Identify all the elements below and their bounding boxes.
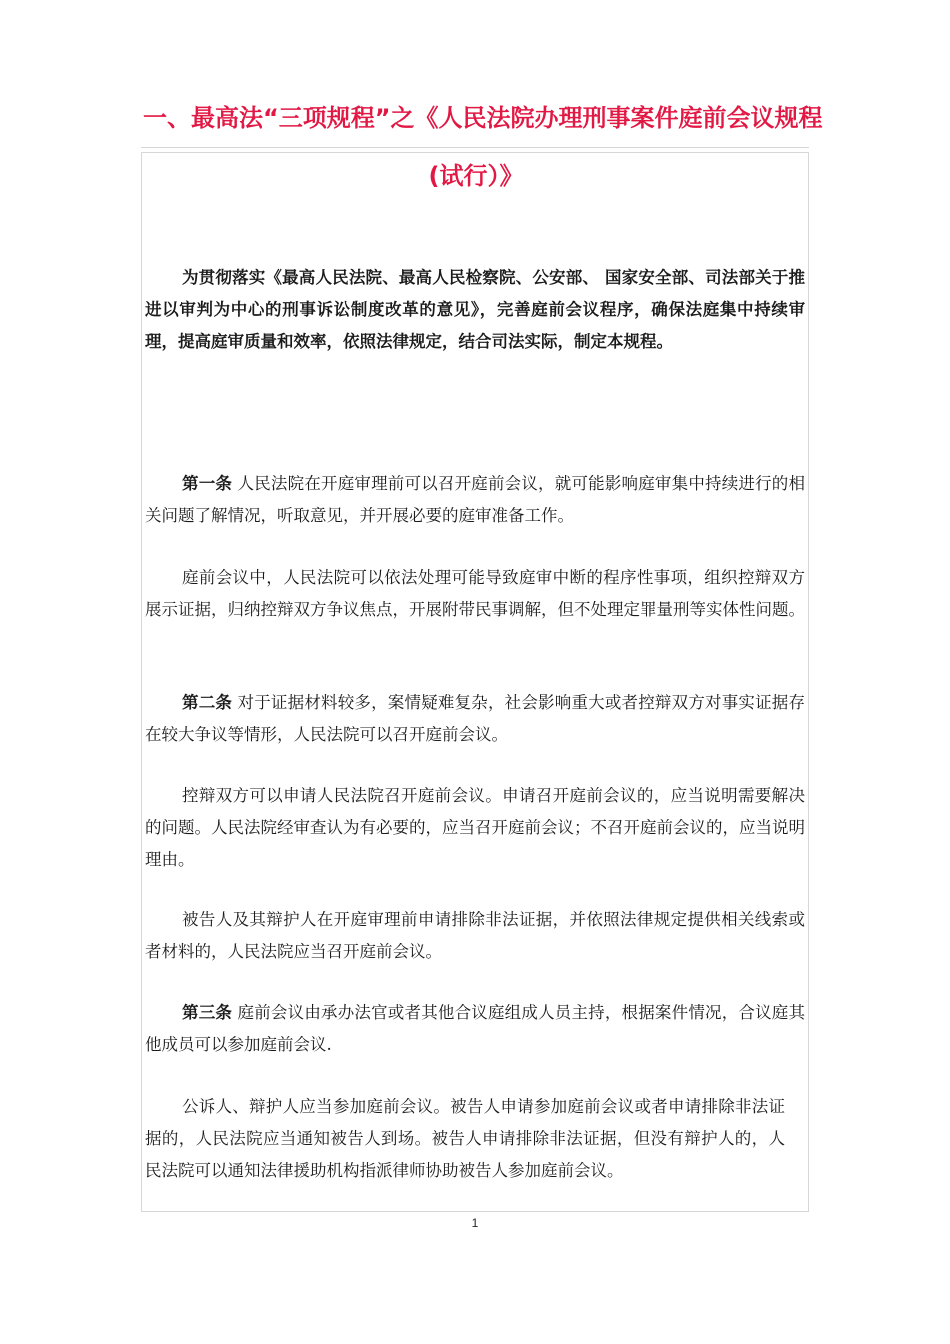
article-text: 控辩双方可以申请人民法院召开庭前会议。申请召开庭前会议的，应当说明需要解决的问题。人民法院经审查认为有必要的，应当召开庭前会议；不召开庭前会议的，应当说明理由。 xyxy=(145,786,805,869)
article-text: 被告人及其辩护人在开庭审理前申请排除非法证据，并依照法律规定提供相关线索或者材料的，人民法院应当召开庭前会议。 xyxy=(145,910,805,961)
article-label: 第二条 xyxy=(182,693,233,712)
page-number: 1 xyxy=(471,1216,479,1230)
article-2-paragraph-2 xyxy=(145,780,805,876)
article-2-paragraph-3 xyxy=(145,904,805,968)
article-text: 人民法院在开庭审理前可以召开庭前会议，就可能影响庭审集中持续进行的相关问题了解情况，听取意见，并开展必要的庭审准备工作。 xyxy=(145,474,806,525)
article-text: 庭前会议中，人民法院可以依法处理可能导致庭审中断的程序性事项，组织控辩双方展示证据，归纳控辩双方争议焦点，开展附带民事调解，但不处理定罪量刑等实体性问题。 xyxy=(145,568,805,619)
article-text: 公诉人、辩护人应当参加庭前会议。被告人申请参加庭前会议或者申请排除非法证据的，人民法院应当通知被告人到场。被告人申请排除非法证据，但没有辩护人的，人民法院可以通知法律援助机构指派律师协助被告人参加庭前会议。 xyxy=(145,1097,785,1180)
article-3-paragraph-2 xyxy=(145,1091,785,1187)
article-label: 第三条 xyxy=(182,1003,233,1022)
title-divider xyxy=(141,147,809,148)
document-title-line-1: 一、最高法“三项规程”之《人民法院办理刑事案件庭前会议规程 xyxy=(143,104,823,132)
article-1-paragraph xyxy=(145,468,805,532)
document-title-line-2: (试行）》 xyxy=(428,162,524,190)
article-text: 庭前会议由承办法官或者其他合议庭组成人员主持，根据案件情况，合议庭其他成员可以参加庭前会议. xyxy=(145,1003,806,1054)
article-label: 第一条 xyxy=(182,474,233,493)
article-3-paragraph xyxy=(145,997,805,1061)
article-text: 对于证据材料较多，案情疑难复杂，社会影响重大或者控辩双方对事实证据存在较大争议等情形，人民法院可以召开庭前会议。 xyxy=(145,693,806,744)
article-2-paragraph xyxy=(145,687,805,751)
intro-paragraph: 为贯彻落实《最高人民法院、最高人民检察院、公安部、 国家安全部、司法部关于推进以审判为中心的刑事诉讼制度改革的意见》，完善庭前会议程序，确保法庭集中持续审理，提高庭审质量和效率，依照法律规定，结合司法实际，制定本规程。 xyxy=(145,268,805,351)
article-1-paragraph-2 xyxy=(145,562,805,626)
